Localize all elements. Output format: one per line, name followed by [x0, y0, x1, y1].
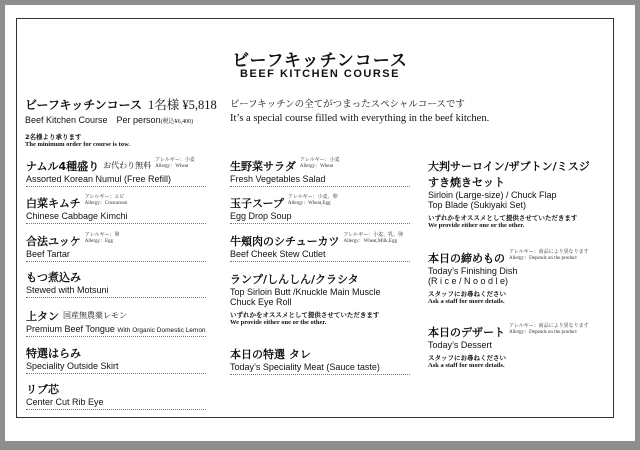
divider	[26, 223, 206, 224]
menu-item-finishing-dish	[428, 250, 614, 305]
item-name-en: Today’s Dessert	[428, 340, 492, 350]
item-name-en: Speciality Outside Skirt	[26, 361, 119, 371]
item-name-jp: もつ煮込み	[26, 271, 81, 284]
item-name-en: Beef Tartar	[26, 249, 70, 259]
item-name-en: Chinese Cabbage Kimchi	[26, 211, 128, 221]
staff-note-en: Ask a staff for more details.	[428, 298, 505, 305]
staff-note-en: Ask a staff for more details.	[428, 362, 505, 369]
menu-item-stew-cutlet	[230, 233, 416, 262]
item-name-jp: 合法ユッケ	[26, 235, 81, 248]
course-header	[25, 95, 215, 148]
item-extra: 国産無農薬レモン	[63, 311, 127, 320]
divider	[230, 186, 410, 187]
item-name-jp: 生野菜サラダ	[230, 160, 296, 173]
allergy-note: アレルギー：小麦 Allergy：Wheat	[155, 158, 195, 169]
item-name-en: Egg Drop Soup	[230, 211, 292, 221]
item-name-jp: 本日のデザート	[428, 326, 505, 339]
divider	[26, 261, 206, 262]
item-name-en: Top Sirloin Butt /Knuckle Main Muscle	[230, 287, 381, 297]
course-name-en-row	[25, 113, 215, 126]
allergy-note: アレルギー：小麦 Allergy：Wheat	[299, 158, 340, 169]
menu-item-ribshin	[26, 381, 212, 410]
staff-note-jp: スタッフにお尋ねください	[428, 354, 506, 362]
divider	[26, 409, 206, 410]
divider	[26, 373, 206, 374]
page-title: ビーフキッチンコース	[232, 51, 408, 71]
divider	[230, 223, 410, 224]
menu-item-harami	[26, 345, 212, 374]
menu-item-namul	[26, 158, 212, 187]
allergy-note: アレルギー：小麦、乳、卵 Allergy：Wheat,Milk,Egg	[343, 233, 404, 244]
page-subtitle: BEEF KITCHEN COURSE	[240, 68, 400, 80]
menu-item-salad	[230, 158, 416, 187]
item-name-en: Beef Cheek Stew Cutlet	[230, 249, 326, 259]
item-name-jp: 上タン	[26, 310, 59, 323]
divider	[230, 261, 410, 262]
allergy-note: アレルギー：商品により異なります Allergy：Depends on the product	[509, 324, 589, 335]
item-name-en-note: With Organic Domestic Lemon	[117, 327, 206, 334]
divider	[26, 186, 206, 187]
menu-item-dessert	[428, 324, 614, 369]
item-name-en: Premium Beef Tongue	[26, 324, 115, 334]
item-name-jp: 大判サーロイン/ザブトン/ミスジ	[428, 160, 590, 173]
course-tax-price: (税込¥6,400)	[160, 119, 194, 125]
course-name-en: Beef Kitchen Course Per person	[25, 115, 161, 125]
item-name-en: Today’s Speciality Meat (Sauce taste)	[230, 362, 380, 372]
allergy-note: アレルギー：卵 Allergy：Egg	[84, 233, 120, 244]
selection-note-jp: いずれかをオススメとして提供させていただきます	[428, 214, 578, 222]
allergy-note: アレルギー：小麦、卵 Allergy：Wheat,Egg	[287, 195, 338, 206]
selection-note-en: We provide either one or the other.	[230, 319, 327, 326]
course-name-jp: ビーフキッチンコース	[25, 98, 143, 112]
item-name-en-line2: Chuck Eye Roll	[230, 297, 292, 307]
staff-note-jp: スタッフにお尋ねください	[428, 290, 506, 298]
item-name-jp: リブ芯	[26, 383, 59, 396]
item-name-en-line2: (R i c e / N o o d l e)	[428, 276, 509, 286]
item-name-jp: 玉子スープ	[230, 197, 284, 210]
selection-note-en: We provide either one or the other.	[428, 222, 525, 229]
course-description	[230, 96, 610, 124]
item-name-en: Center Cut Rib Eye	[26, 397, 104, 407]
item-name-jp: 本日の特選 タレ	[230, 348, 311, 361]
item-name-en: Sirloin (Large-size) / Chuck Flap	[428, 190, 557, 200]
item-name-jp: 白菜キムチ	[26, 197, 81, 210]
item-extra: お代わり無料	[103, 161, 152, 170]
course-min-note-en: The minimum order for course is tow.	[25, 141, 131, 148]
menu-item-yukke	[26, 233, 212, 262]
allergy-note: アレルギー：商品により異なります Allergy：Depends on the product	[509, 250, 589, 261]
menu-item-sukiyaki-set	[428, 158, 614, 229]
selection-note-jp: いずれかをオススメとして提供させていただきます	[230, 311, 380, 319]
menu-item-tongue	[26, 308, 212, 337]
course-description-jp: ビーフキッチンの全てがつまったスペシャルコースです	[230, 100, 465, 110]
menu-item-rump-selection	[230, 271, 416, 326]
item-name-en: Stewed with Motsuni	[26, 285, 109, 295]
item-name-jp: 本日の締めもの	[428, 252, 505, 265]
menu-item-kimchi	[26, 195, 212, 224]
menu-item-motsuni	[26, 269, 212, 298]
menu-item-special-tare	[230, 346, 416, 375]
item-name-jp: 特選はらみ	[26, 347, 81, 360]
course-description-en: It’s a special course filled with everything in the beef kitchen.	[230, 113, 490, 124]
item-name-en: Fresh Vegetables Salad	[230, 174, 326, 184]
course-name-row	[25, 95, 215, 113]
item-name-en: Today’s Finishing Dish	[428, 266, 518, 276]
item-name-jp: ナムル4種盛り	[26, 160, 100, 173]
item-name-jp: 牛頬肉のシチューカツ	[230, 235, 340, 248]
item-name-en: Assorted Korean Numul (Free Refill)	[26, 174, 172, 184]
course-min-note-jp: 2名様より承ります	[25, 133, 82, 141]
divider	[26, 297, 206, 298]
divider	[230, 374, 410, 375]
course-price: 1名様 ¥5,818	[148, 98, 217, 112]
item-name-jp-line2: すき焼きセット	[428, 176, 505, 189]
item-name-en-line2: Top Blade (Sukiyaki Set)	[428, 200, 527, 210]
menu-item-egg-soup	[230, 195, 416, 224]
allergy-note: アレルギー：エビ Allergy：Crustacean	[84, 195, 128, 206]
item-name-jp: ランプ/しんしん/クラシタ	[230, 273, 359, 286]
divider	[26, 336, 206, 337]
